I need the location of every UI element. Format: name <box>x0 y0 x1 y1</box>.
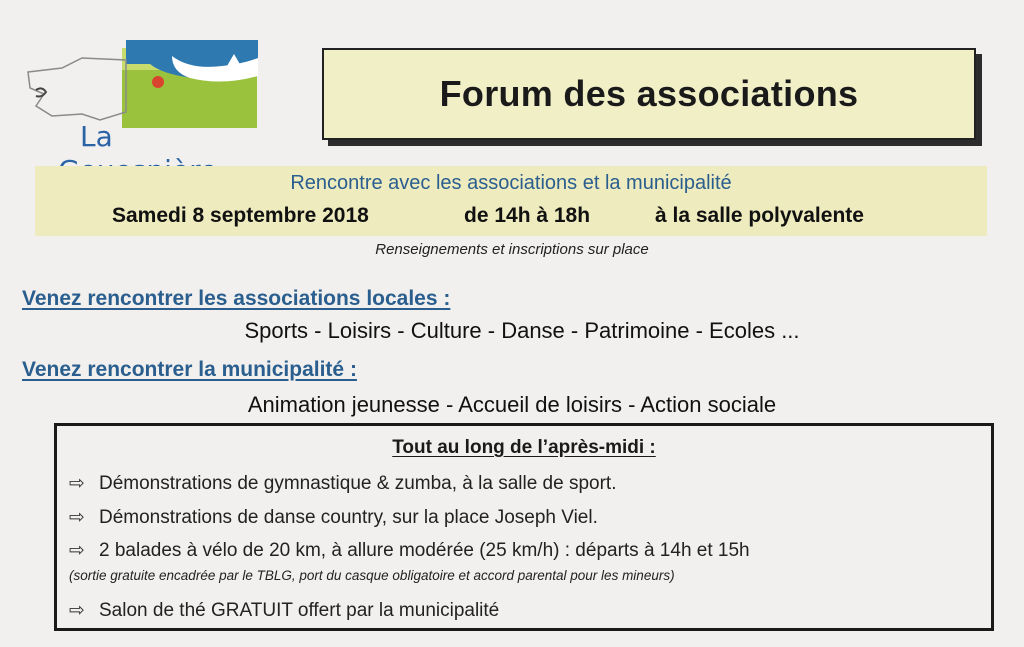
info-line: Renseignements et inscriptions sur place <box>375 241 649 258</box>
logo-text-la: La <box>80 120 113 153</box>
event-time: de 14h à 18h <box>464 204 591 227</box>
list-item <box>69 599 499 622</box>
municipality-list: Animation jeunesse - Accueil de loisirs - Action sociale <box>247 392 777 417</box>
event-subtitle: Rencontre avec les associations et la municipalité <box>290 172 732 194</box>
event-band <box>35 166 987 236</box>
list-item-text: Démonstrations de gymnastique & zumba, à la salle de sport. <box>99 473 617 494</box>
page-title: Forum des associations <box>439 73 859 114</box>
arrow-right-icon: ⇨ <box>69 540 85 561</box>
afternoon-box <box>54 423 994 631</box>
list-item <box>69 472 617 495</box>
list-item-text: Salon de thé GRATUIT offert par la municipalité <box>99 600 500 621</box>
event-date: Samedi 8 septembre 2018 <box>112 204 369 227</box>
bike-note: (sortie gratuite encadrée par le TBLG, port du casque obligatoire et accord parental pour les mineurs) <box>69 568 675 583</box>
afternoon-title: Tout au long de l’après-midi : <box>392 437 656 458</box>
arrow-right-icon: ⇨ <box>69 600 85 621</box>
event-place: à la salle polyvalente <box>655 204 864 227</box>
associations-list: Sports - Loisirs - Culture - Danse - Patrimoine - Ecoles ... <box>244 318 800 343</box>
logo <box>22 36 272 156</box>
title-box <box>322 48 976 140</box>
list-item <box>69 506 598 529</box>
list-item <box>69 539 750 562</box>
associations-heading: Venez rencontrer les associations locales : <box>22 287 451 310</box>
list-item-text: 2 balades à vélo de 20 km, à allure modérée (25 km/h) : départs à 14h et 15h <box>99 540 750 561</box>
municipality-heading: Venez rencontrer la municipalité : <box>22 358 357 381</box>
arrow-right-icon: ⇨ <box>69 507 85 528</box>
list-item-text: Démonstrations de danse country, sur la place Joseph Viel. <box>99 507 598 528</box>
arrow-right-icon: ⇨ <box>69 473 85 494</box>
logo-mark-icon <box>22 36 272 156</box>
